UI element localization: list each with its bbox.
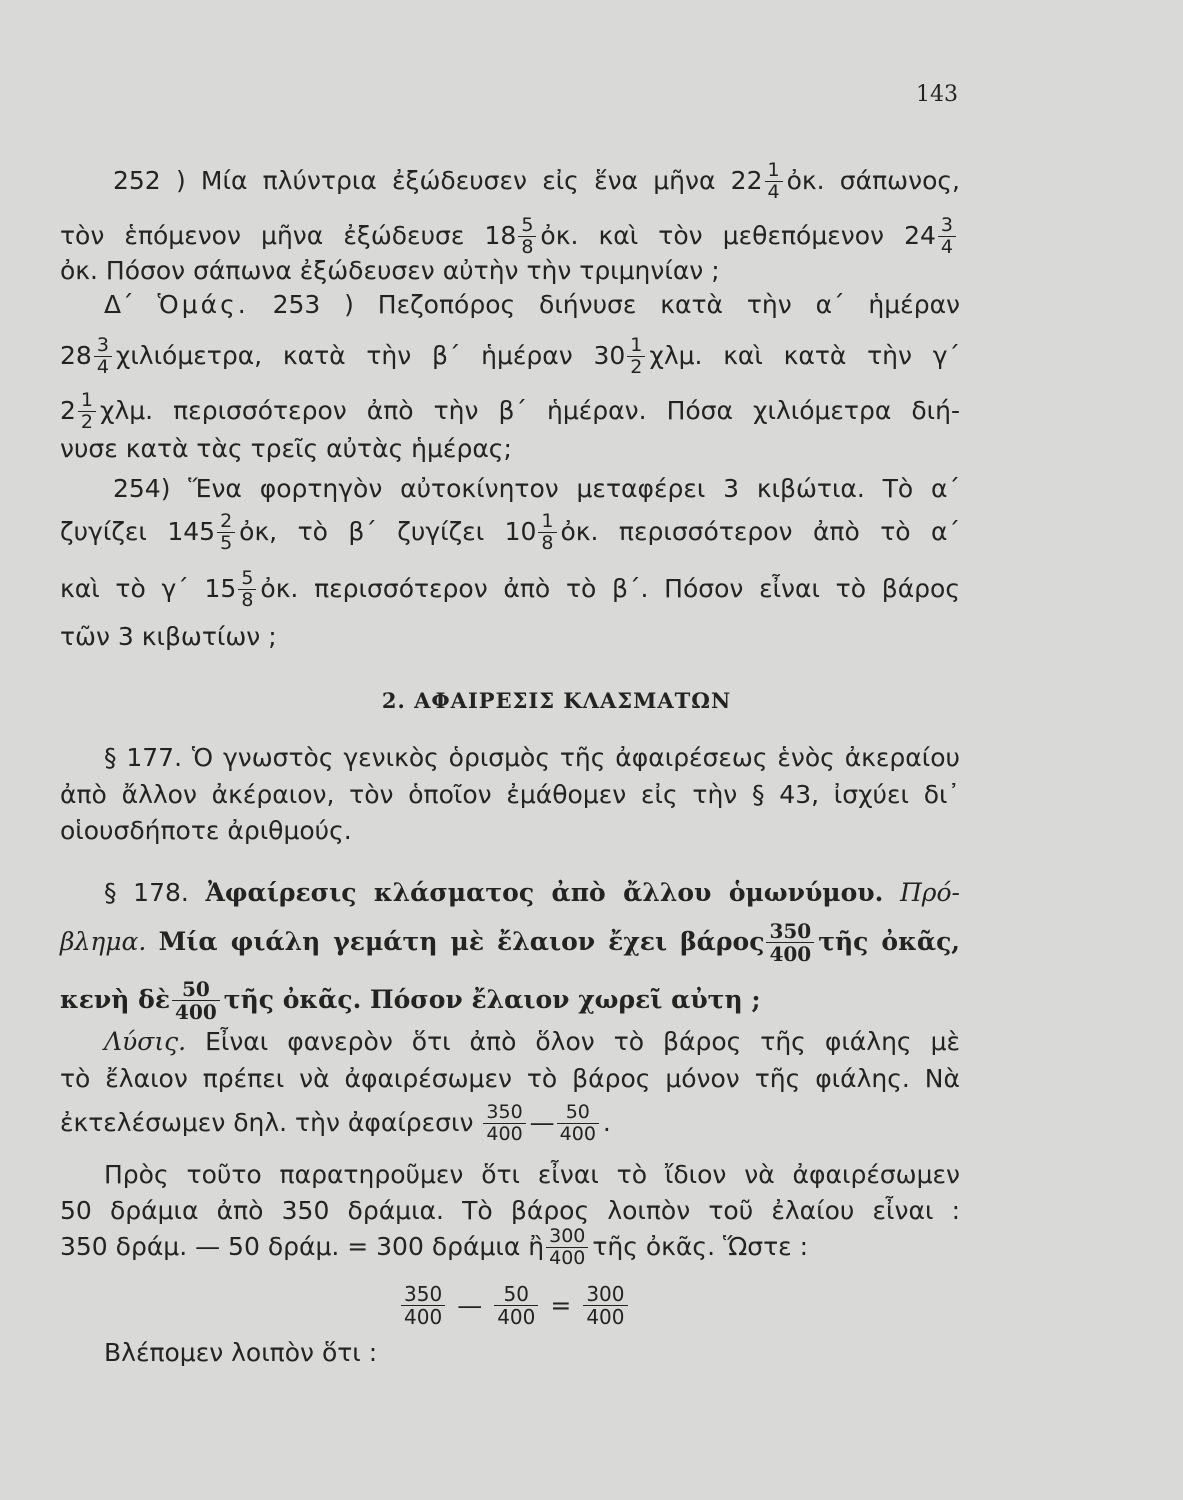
section-178-line-2 xyxy=(60,920,960,966)
denominator: 4 xyxy=(765,181,783,203)
problem-253-line-1 xyxy=(104,292,960,317)
numerator: 3 xyxy=(96,334,109,356)
solution-line-1 xyxy=(104,1029,960,1054)
text: χλμ. περισσότερον ἀπὸ τὴν β΄ ἡμέραν. Πόσα χιλιόμετρα διή- xyxy=(100,395,960,425)
denominator: 400 xyxy=(494,1305,538,1328)
bold-text: Μία φιάλη γεμάτη μὲ ἔλαιον ἔχει βάρος xyxy=(158,926,765,956)
fraction xyxy=(938,215,956,259)
fraction xyxy=(78,390,96,434)
denominator: 400 xyxy=(172,1000,220,1023)
solution-label: Λύσις. xyxy=(104,1027,187,1056)
problem-252-line-2 xyxy=(60,215,960,259)
numerator: 1 xyxy=(630,334,643,356)
problem-253-line-3 xyxy=(60,390,960,434)
text: ὀκ, τὸ β΄ ζυγίζει 10 xyxy=(239,516,537,546)
denominator: 8 xyxy=(538,532,556,554)
fraction xyxy=(483,1102,525,1146)
fraction xyxy=(94,335,112,379)
text: 253 ) Πεζοπόρος διήνυσε κατὰ τὴν α΄ ἡμέραν xyxy=(272,290,961,319)
fraction xyxy=(766,920,814,966)
numerator: 350 xyxy=(404,1282,443,1306)
denominator: 400 xyxy=(401,1305,445,1328)
italic-text: βλημα. xyxy=(60,926,147,956)
numerator: 50 xyxy=(503,1282,529,1306)
minus-sign: — xyxy=(529,1107,555,1137)
text: ὀκ. σάπωνος, xyxy=(786,165,960,195)
denominator: 400 xyxy=(546,1247,588,1269)
numerator: 300 xyxy=(549,1225,586,1247)
denominator: 4 xyxy=(938,236,956,258)
group-label: Δ΄ xyxy=(104,290,134,319)
denominator: 2 xyxy=(627,356,645,378)
text: ζυγίζει 145 xyxy=(60,516,216,546)
denominator: 400 xyxy=(557,1123,599,1145)
numerator: 350 xyxy=(769,919,812,943)
fraction xyxy=(238,568,256,612)
fraction xyxy=(627,335,645,379)
text: ἐκτελέσωμεν δηλ. τὴν ἀφαίρεσιν xyxy=(60,1107,474,1137)
period: . xyxy=(602,1107,611,1137)
problem-253-line-4: νυσε κατὰ τὰς τρεῖς αὐτὰς ἡμέρας; xyxy=(60,434,512,463)
bold-text: τῆς ὀκᾶς, xyxy=(818,926,960,956)
fraction xyxy=(494,1283,538,1329)
numerator: 1 xyxy=(767,159,780,181)
numerator: 5 xyxy=(521,214,534,236)
denominator: 2 xyxy=(78,411,96,433)
denominator: 4 xyxy=(94,356,112,378)
text: τὸν ἑπόμενον μῆνα ἐξώδευσε 18 xyxy=(60,220,517,250)
section-177-line-2: ἀπὸ ἄλλον ἀκέραιον, τὸν ὁποῖον ἐμάθομεν εἰς τὴν § 43, ἰσχύει δι᾽ xyxy=(60,780,960,809)
fraction xyxy=(546,1226,588,1270)
denominator: 400 xyxy=(766,942,814,965)
fraction xyxy=(401,1283,445,1329)
text: χλμ. καὶ κατὰ τὴν γ΄ xyxy=(649,340,960,370)
italic-text: Πρό- xyxy=(900,878,960,907)
numerator: 350 xyxy=(486,1101,523,1123)
page-number: 143 xyxy=(916,82,958,107)
fraction xyxy=(538,511,556,555)
denominator: 8 xyxy=(518,236,536,258)
equals-sign: = xyxy=(550,1291,572,1321)
problem-252-line-1 xyxy=(113,160,960,204)
section-number: § 178. xyxy=(104,878,189,907)
text: ὀκ. περισσότερον ἀπὸ τὸ β΄. Πόσον εἶναι τὸ βάρος xyxy=(260,573,961,603)
fraction xyxy=(172,978,220,1024)
minus-sign: — xyxy=(457,1291,483,1321)
problem-254-line-2 xyxy=(60,511,960,555)
numerator: 300 xyxy=(586,1282,625,1306)
final-line: Βλέπομεν λοιπὸν ὅτι : xyxy=(104,1338,378,1367)
problem-254-line-1: 254) Ἕνα φορτηγὸν αὐτοκίνητον μεταφέρει 3 κιβώτια. Τὸ α΄ xyxy=(113,474,960,503)
section-177-line-1: § 177. Ὁ γνωστὸς γενικὸς ὁρισμὸς τῆς ἀφαιρέσεως ἑνὸς ἀκεραίου xyxy=(104,743,960,772)
numerator: 50 xyxy=(182,977,210,1001)
denominator: 8 xyxy=(238,589,256,611)
solution-line-2: τὸ ἔλαιον πρέπει νὰ ἀφαιρέσωμεν τὸ βάρος μόνον τῆς φιάλης. Νὰ xyxy=(60,1064,960,1093)
bold-text: κενὴ δὲ xyxy=(60,984,171,1014)
section-178-line-1 xyxy=(104,880,960,905)
text: Εἶναι φανερὸν ὅτι ἀπὸ ὅλον τὸ βάρος τῆς φιάλης μὲ xyxy=(205,1027,960,1056)
paragraph-2-line-2: 50 δράμια ἀπὸ 350 δράμια. Τὸ βάρος λοιπὸν τοῦ ἐλαίου εἶναι : xyxy=(60,1196,960,1225)
text: 252 ) Μία πλύντρια ἐξώδευσεν εἰς ἕνα μῆνα 22 xyxy=(113,165,763,195)
section-heading: 2. ΑΦΑΙΡΕΣΙΣ ΚΛΑΣΜΑΤΩΝ xyxy=(381,688,732,713)
paragraph-2-line-3 xyxy=(60,1226,960,1270)
denominator: 400 xyxy=(583,1305,627,1328)
problem-253-line-2 xyxy=(60,335,960,379)
numerator: 5 xyxy=(241,567,254,589)
group-word: Ὁμάς. xyxy=(157,290,249,319)
section-177-line-3: οἱουσδήποτε ἀριθμούς. xyxy=(60,816,352,845)
denominator: 5 xyxy=(217,532,235,554)
numerator: 1 xyxy=(80,389,93,411)
problem-254-line-4: τῶν 3 κιβωτίων ; xyxy=(60,622,277,651)
fraction xyxy=(518,215,536,259)
text: καὶ τὸ γ΄ 15 xyxy=(60,573,237,603)
text: 28 xyxy=(60,340,92,370)
problem-252-line-3: ὀκ. Πόσον σάπωνα ἐξώδευσεν αὐτὴν τὴν τριμηνίαν ; xyxy=(60,256,720,285)
text: 2 xyxy=(60,395,76,425)
fraction xyxy=(217,511,235,555)
paragraph-2-line-1: Πρὸς τοῦτο παρατηροῦμεν ὅτι εἶναι τὸ ἴδιον νὰ ἀφαιρέσωμεν xyxy=(104,1160,960,1189)
text: ὀκ. καὶ τὸν μεθεπόμενον 24 xyxy=(540,220,936,250)
numerator: 3 xyxy=(940,214,953,236)
numerator: 50 xyxy=(565,1101,590,1123)
equation xyxy=(395,1283,634,1329)
text: τῆς ὀκᾶς. Ὥστε : xyxy=(592,1231,809,1261)
problem-254-line-3 xyxy=(60,568,960,612)
section-title: Ἀφαίρεσις κλάσματος ἀπὸ ἄλλου ὁμωνύμου. xyxy=(205,878,884,907)
numerator: 1 xyxy=(541,510,554,532)
denominator: 400 xyxy=(483,1123,525,1145)
fraction xyxy=(583,1283,627,1329)
solution-line-3 xyxy=(60,1102,960,1146)
fraction xyxy=(765,160,783,204)
text: ὀκ. περισσότερον ἀπὸ τὸ α΄ xyxy=(560,516,960,546)
bold-text: τῆς ὀκᾶς. Πόσον ἔλαιον χωρεῖ αὐτη ; xyxy=(223,984,761,1014)
text: 350 δράμ. — 50 δράμ. = 300 δράμια ἢ xyxy=(60,1231,545,1261)
numerator: 2 xyxy=(220,510,233,532)
section-178-line-3 xyxy=(60,978,960,1024)
fraction xyxy=(557,1102,599,1146)
text: χιλιόμετρα, κατὰ τὴν β΄ ἡμέραν 30 xyxy=(115,340,626,370)
